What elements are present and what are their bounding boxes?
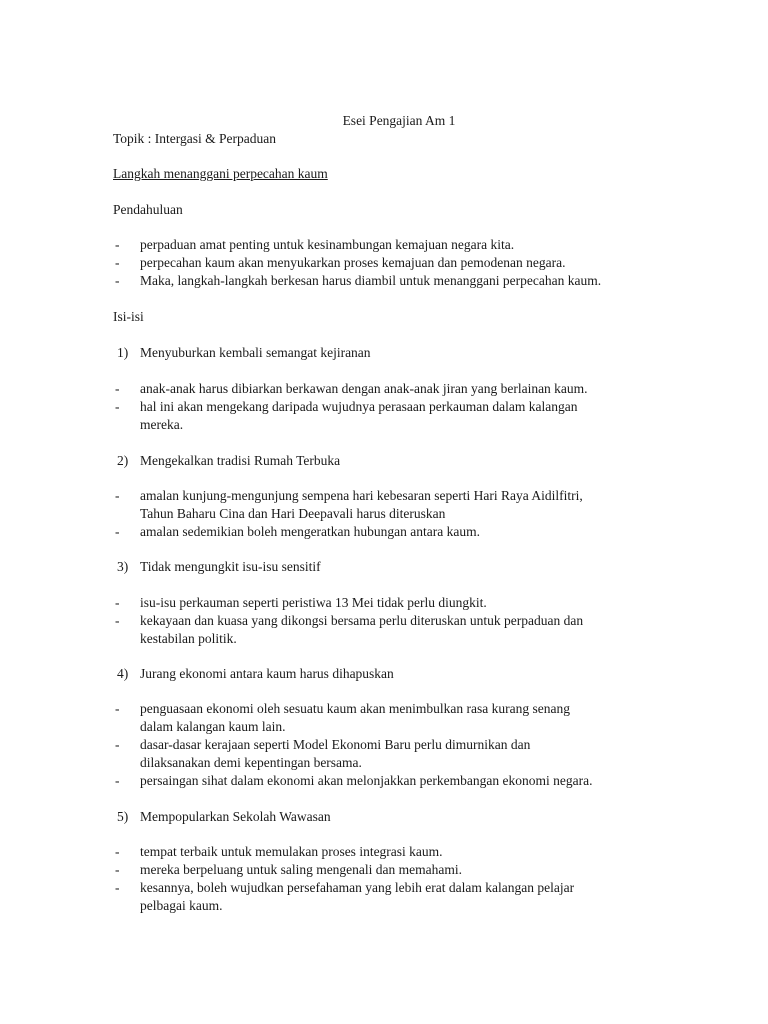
section-number: 1) <box>117 345 129 360</box>
section-number: 4) <box>117 666 129 681</box>
section-point: persaingan sihat dalam ekonomi akan melonjakkan perkembangan ekonomi negara. <box>140 773 593 788</box>
essay-heading: Langkah menanggani perpecahan kaum <box>113 166 328 181</box>
bullet-dash: - <box>115 273 120 288</box>
section-title: Tidak mengungkit isu-isu sensitif <box>140 559 321 574</box>
section-point: amalan kunjung-mengunjung sempena hari kebesaran seperti Hari Raya Aidilfitri, <box>140 488 583 503</box>
bullet-dash: - <box>115 613 120 628</box>
bullet-dash: - <box>115 381 120 396</box>
section-point: kekayaan dan kuasa yang dikongsi bersama perlu diteruskan untuk perpaduan dan <box>140 613 584 628</box>
bullet-dash: - <box>115 880 120 895</box>
section-point: amalan sedemikian boleh mengeratkan hubungan antara kaum. <box>140 524 480 539</box>
section-point: penguasaan ekonomi oleh sesuatu kaum akan menimbulkan rasa kurang senang <box>140 701 570 716</box>
bullet-dash: - <box>115 862 120 877</box>
bullet-dash: - <box>115 701 120 716</box>
section-title: Mempopularkan Sekolah Wawasan <box>140 809 331 824</box>
bullet-dash: - <box>115 773 120 788</box>
section-point-cont: mereka. <box>140 417 184 432</box>
bullet-dash: - <box>115 399 120 414</box>
section-point: kesannya, boleh wujudkan persefahaman yang lebih erat dalam kalangan pelajar <box>140 880 575 895</box>
section-point-cont: kestabilan politik. <box>140 631 237 646</box>
section-title: Mengekalkan tradisi Rumah Terbuka <box>140 453 341 468</box>
section-point-cont: dalam kalangan kaum lain. <box>140 719 286 734</box>
intro-heading: Pendahuluan <box>113 202 183 217</box>
section-title: Menyuburkan kembali semangat kejiranan <box>140 345 371 360</box>
bullet-dash: - <box>115 595 120 610</box>
intro-point: Maka, langkah-langkah berkesan harus diambil untuk menanggani perpecahan kaum. <box>140 273 602 288</box>
section-title: Jurang ekonomi antara kaum harus dihapuskan <box>140 666 394 681</box>
bullet-dash: - <box>115 524 120 539</box>
topic-line: Topik : Intergasi & Perpaduan <box>113 131 277 146</box>
section-point: tempat terbaik untuk memulakan proses integrasi kaum. <box>140 844 443 859</box>
body-heading: Isi-isi <box>113 309 144 324</box>
bullet-dash: - <box>115 237 120 252</box>
section-point-cont: Tahun Baharu Cina dan Hari Deepavali harus diteruskan <box>140 506 446 521</box>
section-number: 2) <box>117 453 129 468</box>
document-title: Esei Pengajian Am 1 <box>342 113 456 128</box>
section-point: mereka berpeluang untuk saling mengenali dan memahami. <box>140 862 463 877</box>
intro-point: perpecahan kaum akan menyukarkan proses kemajuan dan pemodenan negara. <box>140 255 566 270</box>
section-point: isu-isu perkauman seperti peristiwa 13 Mei tidak perlu diungkit. <box>140 595 487 610</box>
section-number: 5) <box>117 809 129 824</box>
bullet-dash: - <box>115 255 120 270</box>
bullet-dash: - <box>115 844 120 859</box>
bullet-dash: - <box>115 737 120 752</box>
section-point-cont: dilaksanakan demi kepentingan bersama. <box>140 755 362 770</box>
section-number: 3) <box>117 559 129 574</box>
section-point: dasar-dasar kerajaan seperti Model Ekonomi Baru perlu dimurnikan dan <box>140 737 531 752</box>
intro-point: perpaduan amat penting untuk kesinambungan kemajuan negara kita. <box>140 237 515 252</box>
section-point: hal ini akan mengekang daripada wujudnya perasaan perkauman dalam kalangan <box>140 399 578 414</box>
section-point: anak-anak harus dibiarkan berkawan dengan anak-anak jiran yang berlainan kaum. <box>140 381 588 396</box>
bullet-dash: - <box>115 488 120 503</box>
section-point-cont: pelbagai kaum. <box>140 898 223 913</box>
